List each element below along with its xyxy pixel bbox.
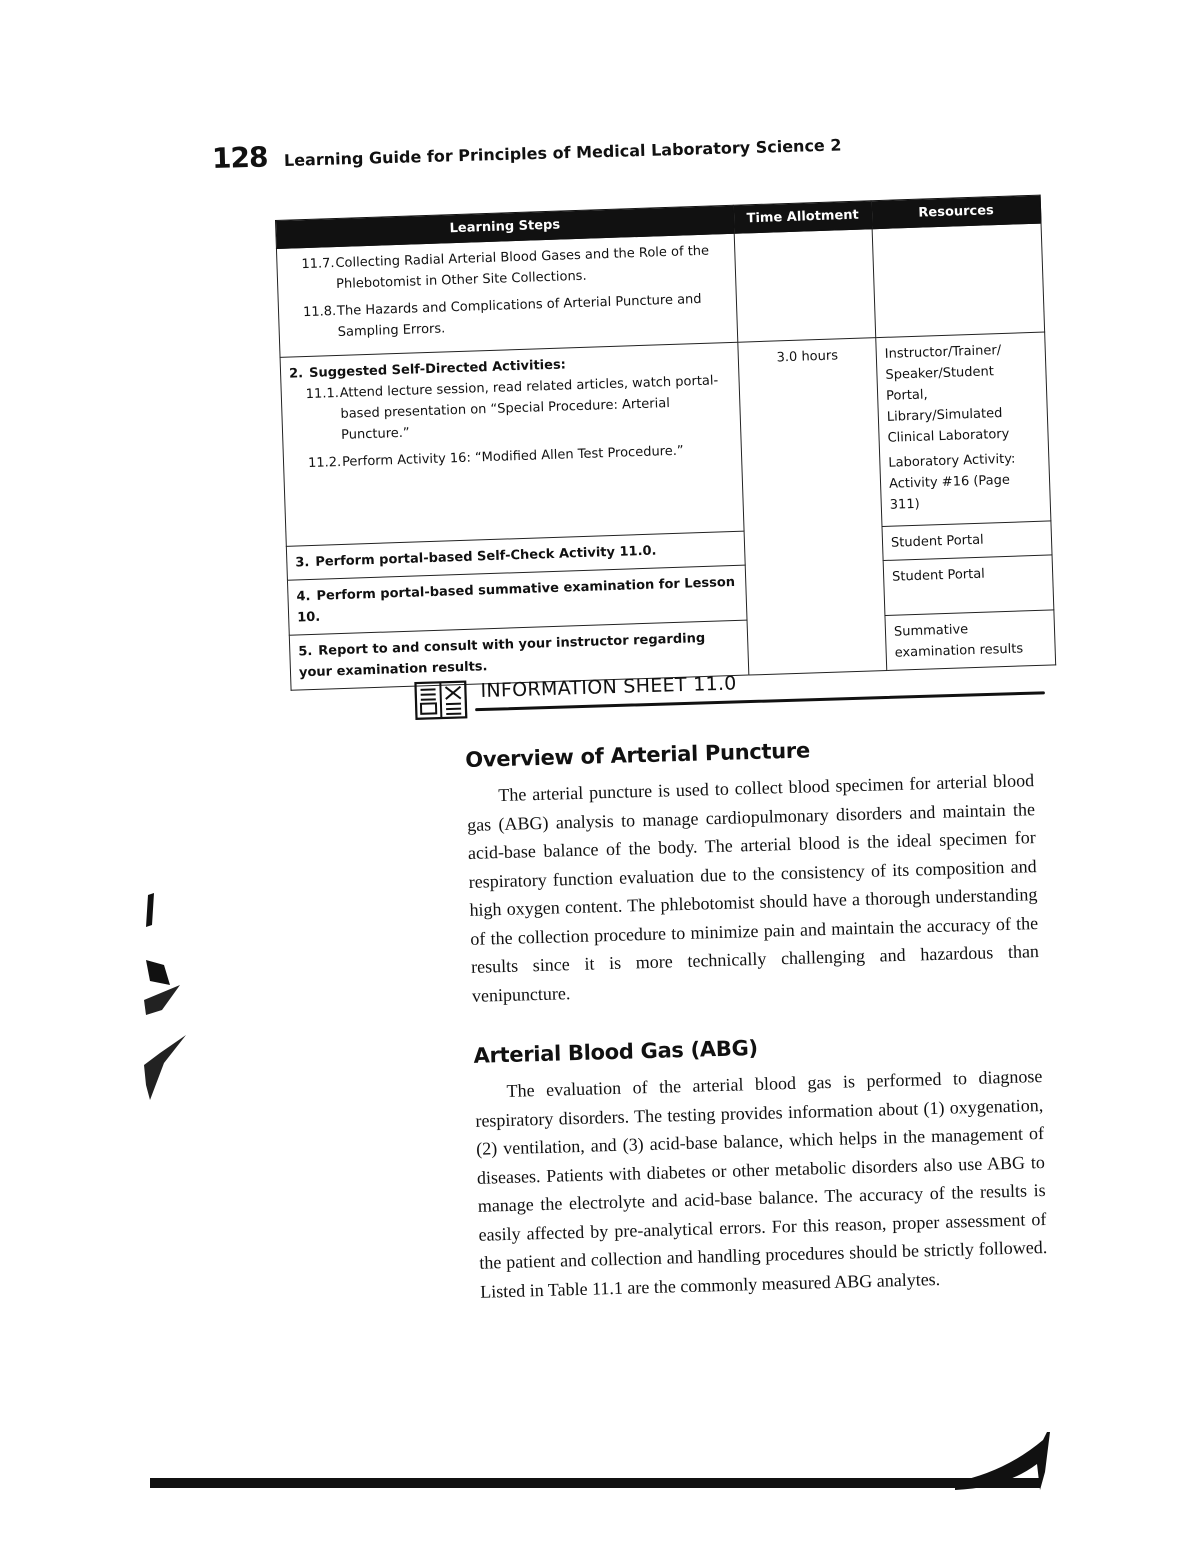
section-paragraph-overview: The arterial puncture is used to collect blood specimen for arterial blood gas (ABG) analysis to manage cardiopulmonary disorders and maintain the acid-base balance of the body. The arterial blood is the ideal specimen for respiratory function evaluation due to the consistency of its composition and high oxygen content. The phlebotomist should have a thorough understanding of the collection procedure to minimize pain and maintain the accuracy of the results since it is more technically challenging and hazardous than venipuncture.	[466, 770, 1040, 1006]
column-header-resources: Resources	[871, 195, 1041, 229]
scan-edge-bar	[150, 1478, 1040, 1488]
section-paragraph-abg: The evaluation of the arterial blood gas is performed to diagnose respiratory disorders. The testing provides information about (1) oxygenation, (2) ventilation, and (3) acid-base balance, which helps in the management of diseases. Patients with diabetes or other metabolic disorders also use ABG to manage the electrolyte and acid-base balance. The accuracy of the results is easily affected by pre-analytical errors. For this reason, proper assessment of the patient and collection and handling procedures should be strictly followed. Listed in Table 11.1 are the commonly measured ABG analytes.	[475, 1066, 1048, 1302]
resources-cell: Summative examination results	[885, 610, 1056, 671]
step-cell: 5. Report to and consult with your instructor regarding your examination results.	[289, 620, 749, 690]
learning-steps-table	[275, 195, 1055, 691]
resources-cell-empty	[872, 223, 1045, 338]
table-row-step-2	[280, 332, 1051, 546]
open-book-icon	[414, 680, 467, 720]
section-heading-overview: Overview of Arterial Puncture	[465, 738, 811, 772]
list-item: 11.7. Collecting Radial Arterial Blood Gases and the Role of the Phlebotomist in Other Site Collections.	[301, 243, 710, 293]
step-title: Suggested Self-Directed Activities:	[308, 357, 567, 381]
column-header-learning-steps: Learning Steps	[276, 205, 735, 248]
step-cell: 2. Suggested Self-Directed Activities: 11.1. Attend lecture session, read related articles, watch portal-based presentation on “Special Procedure: Arterial Puncture.” 11.2. Perform Activity 16: “Modified Allen Test Procedure.”	[280, 342, 744, 546]
list-item: 11.8. The Hazards and Complications of Arterial Puncture and Sampling Errors.	[302, 291, 702, 340]
resources-cell: Student Portal	[882, 521, 1052, 561]
step-cell: 3. Perform portal-based Self-Check Activity 11.0.	[286, 531, 745, 580]
article-content	[465, 732, 1048, 1306]
scan-shadow-artifact	[140, 885, 200, 1115]
running-head	[212, 124, 842, 175]
resources-cell: Student Portal	[883, 555, 1054, 616]
time-allotment-value: 3.0 hours	[776, 348, 839, 366]
list-item: 11.1. Attend lecture session, read related articles, watch portal-based presentation on “Special Procedure: Arterial Puncture.”	[305, 373, 719, 443]
information-sheet-label: INFORMATION SHEET 11.0	[480, 672, 737, 703]
page-number: 128	[211, 140, 268, 175]
column-header-time-allotment: Time Allotment	[733, 201, 872, 234]
step-cell: 4. Perform portal-based summative examination for Lesson 10.	[287, 565, 747, 635]
section-heading-abg: Arterial Blood Gas (ABG)	[473, 1035, 759, 1068]
list-item: 11.2. Perform Activity 16: “Modified Allen Test Procedure.”	[307, 443, 684, 472]
time-cell-empty	[734, 229, 876, 343]
resources-cell: Instructor/Trainer/ Speaker/Student Portal, Library/Simulated Clinical Laboratory Laboratory Activity: Activity #16 (Page 311)	[876, 332, 1051, 526]
time-allotment-cell	[738, 338, 887, 675]
carryover-steps-cell	[276, 233, 737, 357]
book-title: Learning Guide for Principles of Medical Laboratory Science 2	[283, 135, 842, 170]
